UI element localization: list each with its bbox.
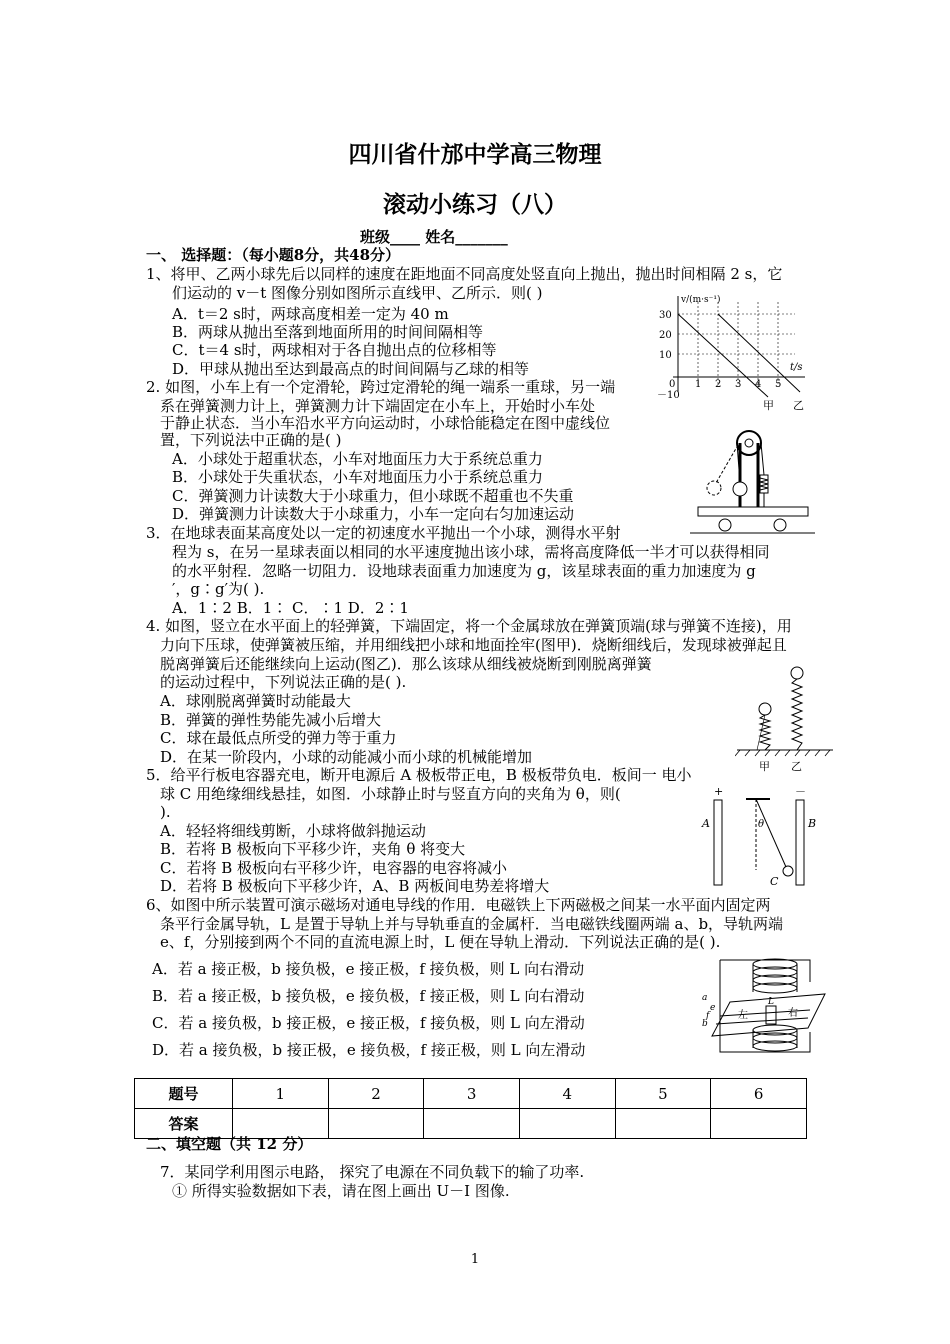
table-number-cell: 5 — [615, 1079, 711, 1109]
plate-a-label: A — [702, 817, 710, 830]
q6-option-c: C．若 a 接负极，b 接正极，e 接正极，f 接负极，则 L 向左滑动 — [152, 1014, 585, 1032]
q7-line2: ① 所得实验数据如下表，请在图上画出 U－I 图像. — [172, 1182, 510, 1200]
xtick: 4 — [755, 379, 762, 390]
capacitor-figure — [698, 785, 828, 890]
section1-heading: 一、 选择题：（每小题8分，共48分） — [146, 246, 401, 264]
q4-line1: 4. 如图，竖立在水平面上的轻弹簧，下端固定，将一个金属球放在弹簧顶端(球与弹簧不连接)，用 — [146, 617, 792, 635]
q4-option-d: D．在某一阶段内，小球的动能减小而小球的机械能增加 — [160, 748, 533, 766]
q6-line3: e、f，分别接到两个不同的直流电源上时，L 便在导轨上滑动．下列说法正确的是( ). — [160, 933, 721, 951]
q6-option-b: B．若 a 接正极，b 接负极，e 接负极，f 接正极，则 L 向右滑动 — [152, 987, 585, 1005]
vt-graph-figure — [655, 292, 810, 414]
q2-option-c: C．弹簧测力计读数大于小球重力，但小球既不超重也不失重 — [172, 487, 574, 505]
q2-option-d: D．弹簧测力计读数大于小球重力，小车一定向右匀加速运动 — [172, 505, 575, 523]
q5-option-c: C．若将 B 极板向右平移少许，电容器的电容将减小 — [160, 859, 508, 877]
q3-line2: 程为 s，在另一星球表面以相同的水平速度抛出该小球，需将高度降低一半才可以获得相同 — [172, 543, 770, 561]
q1-option-d: D．甲球从抛出至达到最高点的时间间隔与乙球的相等 — [172, 360, 530, 378]
q4-line4: 的运动过程中，下列说法正确的是( ). — [160, 673, 407, 691]
section2-heading: 二、填空题（共 12 分） — [146, 1135, 313, 1153]
q2-line3: 于静止状态．当小车沿水平方向运动时，小球恰能稳定在图中虚线位 — [160, 414, 611, 432]
answer-table-answer-row — [135, 1109, 807, 1139]
q2-line2: 系在弹簧测力计上，弹簧测力计下端固定在小车上，开始时小车处 — [160, 397, 596, 415]
answer-cell[interactable] — [233, 1109, 329, 1139]
vt-xlabel: t/s — [790, 362, 803, 373]
q5-line2: 球 C 用绝缘细线悬挂，如图．小球静止时与竖直方向的夹角为 θ，则( — [160, 785, 621, 803]
ytick: 10 — [659, 350, 672, 361]
q3-line4: ′，g∶g′为( ). — [172, 580, 265, 598]
plate-b-label: B — [808, 817, 817, 830]
answer-table-number-row — [135, 1079, 807, 1109]
plate-a-plus: + — [714, 785, 724, 798]
ytick: －10 — [657, 390, 680, 401]
table-number-cell: 6 — [711, 1079, 807, 1109]
class-name-line: 班级____ 姓名_______ — [360, 228, 508, 246]
xtick: 5 — [775, 379, 782, 390]
q1-line1: 1、将甲、乙两小球先后以同样的速度在距地面不同高度处竖直向上抛出，抛出时间相隔 2 s，它 — [146, 265, 783, 283]
q3-line1: 3．在地球表面某高度处以一定的初速度水平抛出一个小球，测得水平射 — [146, 524, 621, 542]
answer-cell[interactable] — [615, 1109, 711, 1139]
q3-options: A．1∶2 B．1∶ C．∶1 D．2∶1 — [172, 599, 409, 617]
q6-line1: 6、如图中所示装置可演示磁场对通电导线的作用．电磁铁上下两磁极之间某一水平面内固定两 — [146, 896, 771, 914]
fig4-label-jia: 甲 — [759, 760, 770, 773]
q5-line3: ). — [160, 803, 171, 821]
q1-option-c: C．t＝4 s时，两球相对于各自抛出点的位移相等 — [172, 341, 497, 359]
q6-option-d: D．若 a 接负极，b 接正极，e 接负极，f 接正极，则 L 向左滑动 — [152, 1041, 586, 1059]
answer-table — [134, 1078, 807, 1139]
q4-line2: 力向下压球，使弹簧被压缩，并用细线把小球和地面拴牢(图甲)．烧断细线后，发现球被弹起且 — [160, 636, 787, 654]
rod-l: L — [768, 997, 774, 1007]
ytick: 30 — [659, 310, 672, 321]
q4-option-c: C．球在最低点所受的弹力等于重力 — [160, 729, 397, 747]
electromagnet-figure — [700, 952, 840, 1062]
terminal-a: a — [702, 993, 708, 1003]
table-head-number: 题号 — [135, 1079, 233, 1109]
table-number-cell: 3 — [424, 1079, 520, 1109]
ball-c-label: C — [770, 875, 779, 888]
xtick: 1 — [695, 379, 702, 390]
q4-line3: 脱离弹簧后还能继续向上运动(图乙)．那么该球从细线被烧断到刚脱离弹簧 — [160, 655, 652, 673]
ytick: 20 — [659, 330, 672, 341]
q2-line4: 置，下列说法中正确的是( ) — [160, 431, 342, 449]
q2-option-b: B．小球处于失重状态，小车对地面压力小于系统总重力 — [172, 468, 544, 486]
page-number: 1 — [470, 1252, 480, 1267]
answer-cell[interactable] — [519, 1109, 615, 1139]
xtick: 3 — [735, 379, 742, 390]
terminal-b: b — [702, 1019, 708, 1029]
legend-jia: 甲 — [763, 399, 774, 412]
table-number-cell: 4 — [519, 1079, 615, 1109]
q5-line1: 5．给平行板电容器充电，断开电源后 A 极板带正电，B 极板带负电．板间一 电小 — [146, 766, 692, 784]
legend-yi: 乙 — [793, 399, 804, 412]
q5-option-d: D．若将 B 极板向下平移少许，A、B 两板间电势差将增大 — [160, 877, 550, 895]
q2-line1: 2. 如图，小车上有一个定滑轮，跨过定滑轮的绳一端系一重球，另一端 — [146, 378, 616, 396]
xtick: 2 — [715, 379, 722, 390]
vt-ylabel: v/(m·s⁻¹) — [681, 295, 721, 305]
q6-option-a: A．若 a 接正极，b 接负极，e 接正极，f 接负极，则 L 向右滑动 — [152, 960, 585, 978]
fig4-label-yi: 乙 — [791, 760, 802, 773]
answer-cell[interactable] — [424, 1109, 520, 1139]
answer-cell[interactable] — [711, 1109, 807, 1139]
q2-option-a: A．小球处于超重状态，小车对地面压力大于系统总重力 — [172, 450, 543, 468]
table-number-cell: 2 — [328, 1079, 424, 1109]
angle-theta: θ — [758, 819, 765, 830]
page-subtitle: 滚动小练习（八） — [383, 192, 567, 218]
q5-option-a: A．轻轻将细线剪断，小球将做斜抛运动 — [160, 822, 426, 840]
terminal-f: f — [706, 1011, 710, 1021]
q4-option-a: A．球刚脱离弹簧时动能最大 — [160, 692, 351, 710]
q1-line2: 们运动的 v－t 图像分别如图所示直线甲、乙所示．则( ) — [172, 284, 543, 302]
q6-line2: 条平行金属导轨，L 是置于导轨上并与导轨垂直的金属杆．当电磁铁线圈两端 a、b，导轨两端 — [160, 915, 784, 933]
label-left: 左 — [738, 1010, 748, 1021]
table-number-cell: 1 — [233, 1079, 329, 1109]
cart-pulley-figure — [690, 425, 815, 537]
springs-figure — [735, 662, 835, 777]
q7-line1: 7．某同学利用图示电路， 探究了电源在不同负载下的输了功率. — [160, 1163, 585, 1181]
ytick: 0 — [669, 379, 676, 390]
answer-cell[interactable] — [328, 1109, 424, 1139]
plate-b-minus: － — [795, 785, 806, 798]
q3-line3: 的水平射程．忽略一切阻力．设地球表面重力加速度为 g，该星球表面的重力加速度为 g — [172, 562, 756, 580]
table-head-answer: 答案 — [135, 1109, 233, 1139]
q5-option-b: B．若将 B 极板向下平移少许，夹角 θ 将变大 — [160, 840, 466, 858]
q4-option-b: B．弹簧的弹性势能先减小后增大 — [160, 711, 382, 729]
q1-option-a: A．t＝2 s时，两球高度相差一定为 40 m — [172, 305, 449, 323]
q1-option-b: B．两球从抛出至落到地面所用的时间间隔相等 — [172, 323, 484, 341]
page-title: 四川省什邡中学高三物理 — [348, 142, 602, 168]
terminal-e: e — [710, 1003, 716, 1013]
label-right: 右 — [788, 1008, 798, 1019]
